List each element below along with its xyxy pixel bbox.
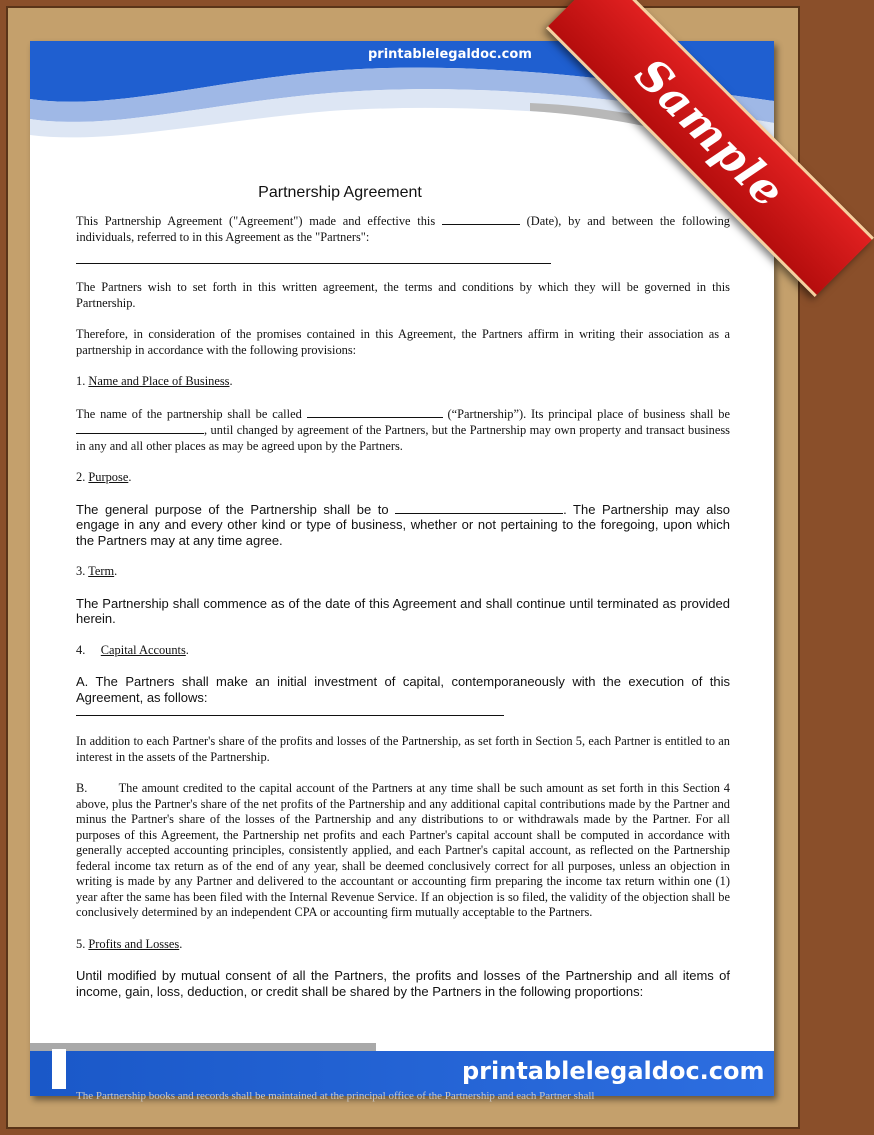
section-4a-paragraph: A. The Partners shall make an initial investment of capital, contemporaneously with the execution of this Agreement, as follows: <box>76 674 730 705</box>
intro-text-b: (Date), by and between the following individuals, referred to in this Agreement as the "Partners": <box>76 214 730 244</box>
capital-blank-line[interactable] <box>76 705 504 716</box>
section-3-heading: 3. Term. <box>76 564 118 578</box>
document-body <box>76 213 730 1015</box>
document-page <box>30 41 795 1102</box>
intro-text-a: This Partnership Agreement ("Agreement") made and effective this <box>76 214 442 228</box>
section-4b-paragraph <box>76 781 730 921</box>
written-agreement-paragraph: The Partners wish to set forth in this written agreement, the terms and conditions by which they will be governed in this Partnership. <box>76 280 730 310</box>
section-4-addition-paragraph: In addition to each Partner's share of the profits and losses of the Partnership, as set forth in Section 5, each Partner is entitled to an interest in the assets of the Partnership. <box>76 734 730 764</box>
section-5-title: Profits and Losses <box>88 936 180 951</box>
section-3-title: Term <box>88 564 115 578</box>
intro-paragraph <box>76 213 730 245</box>
footer-logo[interactable]: printablelegaldoc.com <box>462 1057 765 1085</box>
section-3-paragraph: The Partnership shall commence as of the date of this Agreement and shall continue until terminated as provided herein. <box>76 595 730 626</box>
partners-blank-line[interactable] <box>76 253 551 264</box>
section-1-title: Name and Place of Business <box>88 374 230 388</box>
section-3-number: 3. <box>76 564 89 578</box>
section-2-text-b: . The Partnership may also engage in any and every other kind or type of business, whether or not pertaining to the foregoing, upon which the Partners may at any time agree. <box>76 501 730 548</box>
section-1-text-c: , until changed by agreement of the Partners, but the Partnership may own property and transact business in any and all other places as may be agreed upon by the Partners. <box>76 423 730 453</box>
section-5-paragraph: Until modified by mutual consent of all the Partners, the profits and losses of the Partnership and all items of income, gain, loss, deduction, or credit shall be shared by the Partners in the following proportions: <box>76 968 730 999</box>
sample-ribbon-text: Sample <box>625 48 795 218</box>
section-2-number: 2. <box>76 470 89 484</box>
section-2-text-a: The general purpose of the Partnership shall be to <box>76 501 396 517</box>
partnership-name-blank[interactable] <box>307 406 443 418</box>
section-1-text-b: (“Partnership”). Its principal place of business shall be <box>442 406 730 421</box>
date-blank[interactable] <box>442 213 520 225</box>
section-2-title: Purpose <box>88 470 129 484</box>
footer-white-stripe <box>52 1049 66 1089</box>
section-4b-label: B. <box>76 781 88 795</box>
section-5-heading: 5. Profits and Losses. <box>76 936 183 951</box>
purpose-blank[interactable] <box>395 502 563 514</box>
therefore-paragraph: Therefore, in consideration of the promises contained in this Agreement, the Partners affirm in writing their association as a partnership in accordance with the following provisions: <box>76 327 730 357</box>
footer-faded-text: The Partnership books and records shall be maintained at the principal office of the Partnership and each Partner shall <box>76 1090 595 1102</box>
place-of-business-blank[interactable] <box>76 422 204 434</box>
section-4-title: Capital Accounts <box>100 642 186 657</box>
section-1-paragraph <box>76 406 730 455</box>
header-site-url[interactable]: printablelegaldoc.com <box>368 47 532 62</box>
section-4-number: 4. <box>76 642 86 657</box>
section-2-heading: 2. Purpose. <box>76 470 132 484</box>
document-title: Partnership Agreement <box>258 184 422 201</box>
section-4-heading: 4. Capital Accounts. <box>76 642 189 657</box>
section-1-text-a: The name of the partnership shall be called <box>76 406 307 421</box>
section-5-number: 5. <box>76 936 89 951</box>
section-1-heading: 1. Name and Place of Business. <box>76 374 233 388</box>
section-1-number: 1. <box>76 374 89 388</box>
section-4b-text: The amount credited to the capital account of the Partners at any time shall be such amount as set forth in this Section 4 above, plus the Partner's share of the net profits of the Partnership and any additional capital contributions made by the Partner and minus the Partner's share of the losses of the Partnership and any distributions to or withdrawals made by the Partner. For all purposes of this Agreement, the Partnership net profits and each Partner's capital account shall be computed in accordance with generally accepted accounting principles, consistently applied, and each Partner's capital account, as reflected on the Partnership federal income tax return as of the end of any year, shall be deemed conclusively correct for all purposes, unless an objection in writing is made by any Partner and delivered to the accountant or accounting firm preparing the income tax return within one (1) year after the same has been filed with the Internal Revenue Service. If an objection is so filed, the validity of the objection shall be conclusively determined by an independent CPA or accounting firm mutually acceptable to the Partners. <box>76 781 730 919</box>
section-2-paragraph <box>76 502 730 549</box>
